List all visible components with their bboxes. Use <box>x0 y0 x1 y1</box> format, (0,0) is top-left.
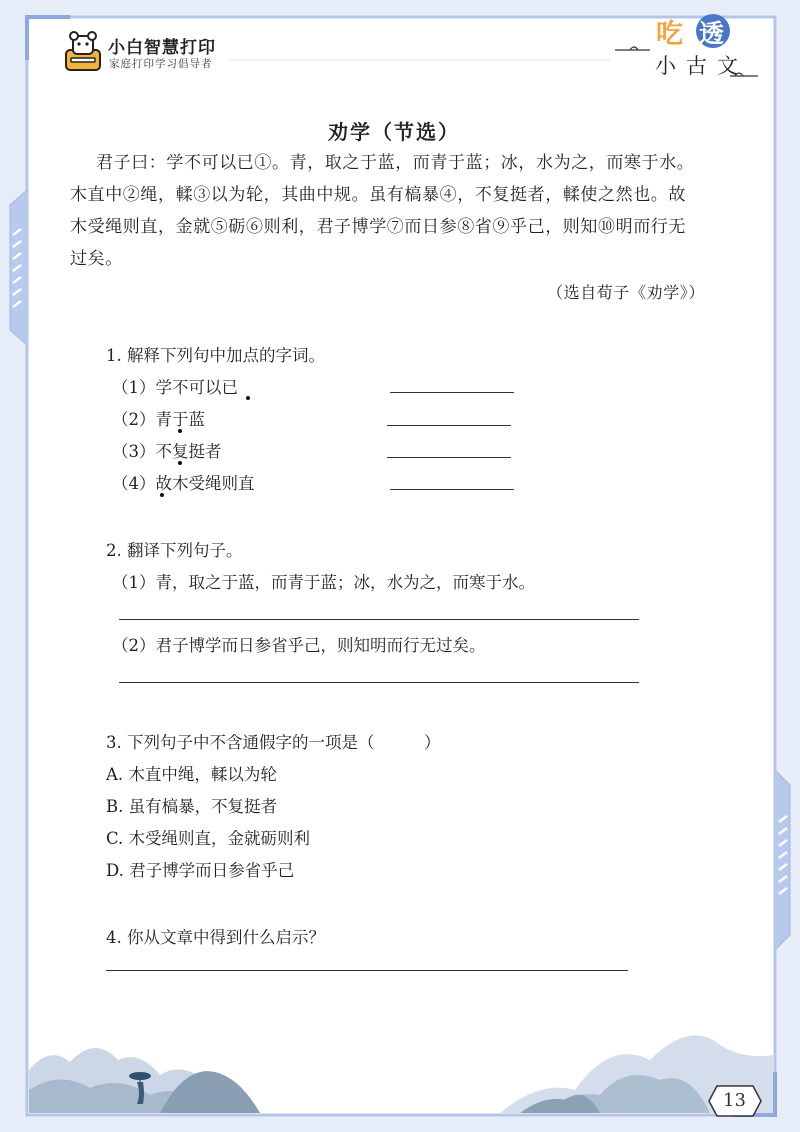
q1-item-text: 不复挺者 <box>155 442 222 461</box>
q4-prompt: 4. 你从文章中得到什么启示？ <box>106 928 325 947</box>
passage-line-4: 过矣。 <box>70 249 123 269</box>
brand-logo <box>63 30 103 72</box>
q3-option-a[interactable]: A. 木直中绳，輮以为轮 <box>106 765 277 784</box>
q1-answer-line-1[interactable] <box>390 392 514 393</box>
q2-item-1 <box>112 569 535 593</box>
q1-item-4 <box>112 470 255 494</box>
page-number: 13 <box>723 1090 746 1111</box>
q1-item-num: （3） <box>112 442 156 461</box>
q1-item-text: 学不可以已 <box>155 378 238 397</box>
passage-line-1: 君子曰：学不可以已①。青，取之于蓝，而青于蓝；冰，水为之，而寒于水。 <box>96 153 695 173</box>
q3-option-d[interactable]: D. 君子博学而日参省乎己 <box>106 861 295 880</box>
badge-subtitle: 小古文 <box>655 54 748 78</box>
q1-item-num: （2） <box>112 410 156 429</box>
emphasis-dot <box>178 429 182 433</box>
q3-prompt: 3. 下列句子中不含通假字的一项是（ ） <box>106 733 441 752</box>
brand-name: 小白智慧打印 <box>108 38 216 58</box>
q2-prompt: 2. 翻译下列句子。 <box>106 541 243 560</box>
cloud-swirl-icon <box>610 38 760 78</box>
q3-option-c[interactable]: C. 木受绳则直，金就砺则利 <box>106 829 311 848</box>
q1-answer-line-4[interactable] <box>390 489 514 490</box>
q1-answer-line-2[interactable] <box>387 425 511 426</box>
q1-item-num: （1） <box>112 378 156 397</box>
q2-item-num: （2） <box>112 636 156 655</box>
q2-item-2 <box>112 632 486 656</box>
q1-item-text: 青于蓝 <box>155 410 205 429</box>
printer-mascot-icon <box>63 30 103 72</box>
q2-item-num: （1） <box>112 573 156 592</box>
badge-char-2: 透 <box>699 19 725 48</box>
q3-option-b[interactable]: B. 虽有槁暴，不复挺者 <box>106 797 278 816</box>
emphasis-dot <box>246 396 250 400</box>
q1-item-1 <box>112 374 238 398</box>
passage-title: 劝学（节选） <box>328 120 460 144</box>
q2-answer-line-1[interactable] <box>119 619 639 620</box>
badge-char-1: 吃 <box>656 19 683 50</box>
q1-prompt: 1. 解释下列句中加点的字词。 <box>106 346 325 365</box>
passage-source: （选自荀子《劝学》） <box>547 283 706 302</box>
passage-line-2: 木直中②绳，輮③以为轮，其曲中规。虽有槁暴④，不复挺者，輮使之然也。故 <box>70 185 686 205</box>
emphasis-dot <box>160 493 164 497</box>
passage-line-3: 木受绳则直，金就⑤砺⑥则利，君子博学⑦而日参⑧省⑨乎己，则知⑩明而行无 <box>70 217 686 237</box>
q1-item-text: 故木受绳则直 <box>155 474 255 493</box>
q1-item-3 <box>112 438 222 462</box>
brand-slogan: 家庭打印学习倡导者 <box>109 58 213 70</box>
q1-item-2 <box>112 406 205 430</box>
q2-item-text: 君子博学而日参省乎己，则知明而行无过矣。 <box>155 636 486 655</box>
series-badge <box>610 8 760 80</box>
q1-answer-line-3[interactable] <box>387 457 511 458</box>
q4-answer-line[interactable] <box>106 970 628 971</box>
q2-item-text: 青，取之于蓝，而青于蓝；冰，水为之，而寒于水。 <box>155 573 535 592</box>
q1-item-num: （4） <box>112 474 156 493</box>
emphasis-dot <box>178 461 182 465</box>
q2-answer-line-2[interactable] <box>119 682 639 683</box>
